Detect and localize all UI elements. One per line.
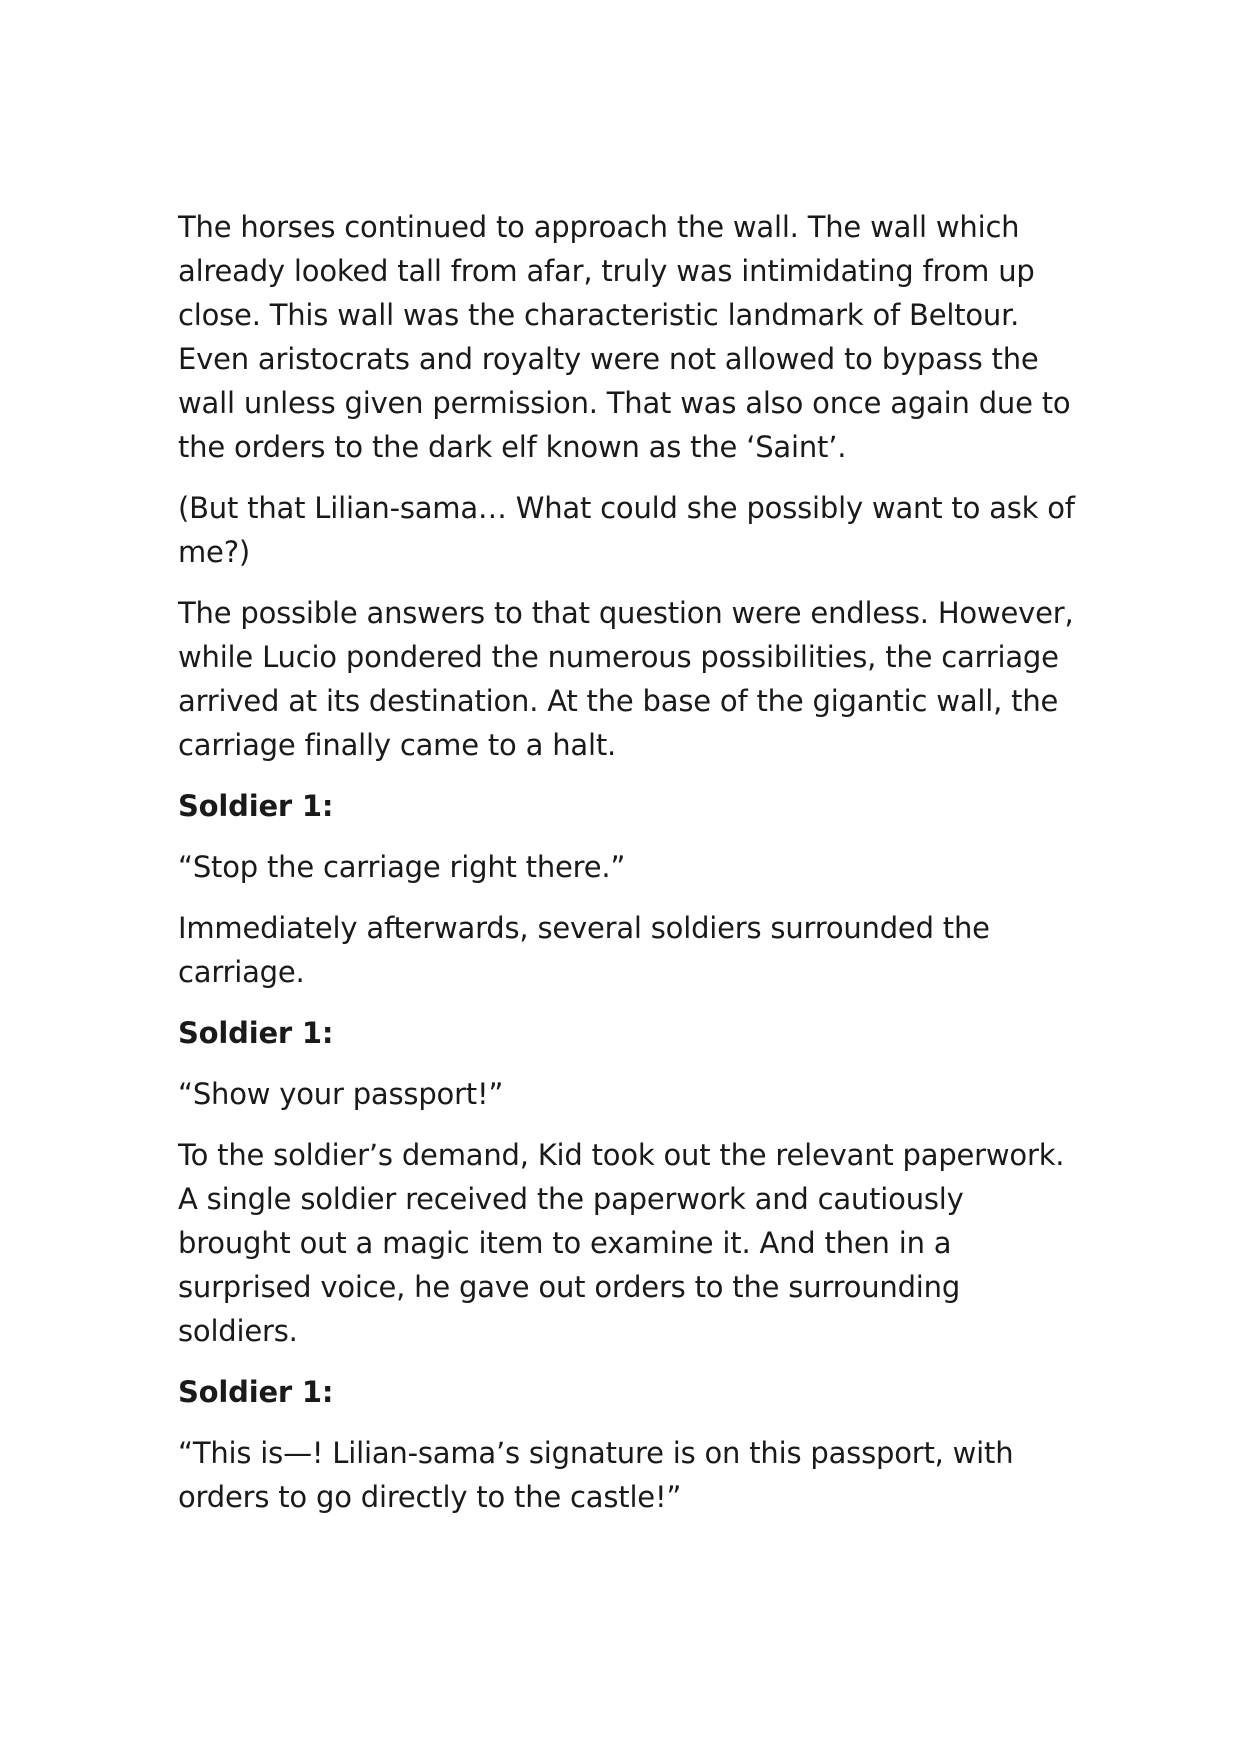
speaker-label: Soldier 1:: [178, 1016, 334, 1050]
narration-paragraph: To the soldier’s demand, Kid took out the relevant paperwork. A single soldier received the paperwork and cautiously brought out a magic item to examine it. And then in a surprised voice, he gave out orders to the surrounding soldiers.: [178, 1138, 1065, 1348]
speaker-label: Soldier 1:: [178, 1375, 334, 1409]
narration-paragraph: The possible answers to that question were endless. However, while Lucio pondered the numerous possibilities, the carriage arrived at its destination. At the base of the gigantic wall, the carriage finally came to a halt.: [178, 596, 1074, 762]
dialogue-line: “Show your passport!”: [178, 1077, 504, 1111]
dialogue-line: “Stop the carriage right there.”: [178, 850, 626, 884]
narration-paragraph: The horses continued to approach the wall. The wall which already looked tall from afar, truly was intimidating from up close. This wall was the characteristic landmark of Beltour. Even aristocrats and royalty were not allowed to bypass the wall unless given permission. That was also once again due to the orders to the dark elf known as the ‘Saint’.: [178, 210, 1071, 464]
document-body: [178, 205, 1078, 1536]
thought-paragraph: (But that Lilian-sama… What could she possibly want to ask of me?): [178, 491, 1075, 569]
speaker-label: Soldier 1:: [178, 789, 334, 823]
narration-paragraph: Immediately afterwards, several soldiers surrounded the carriage.: [178, 911, 990, 989]
dialogue-line: “This is—! Lilian-sama’s signature is on this passport, with orders to go directly to the castle!”: [178, 1436, 1014, 1514]
